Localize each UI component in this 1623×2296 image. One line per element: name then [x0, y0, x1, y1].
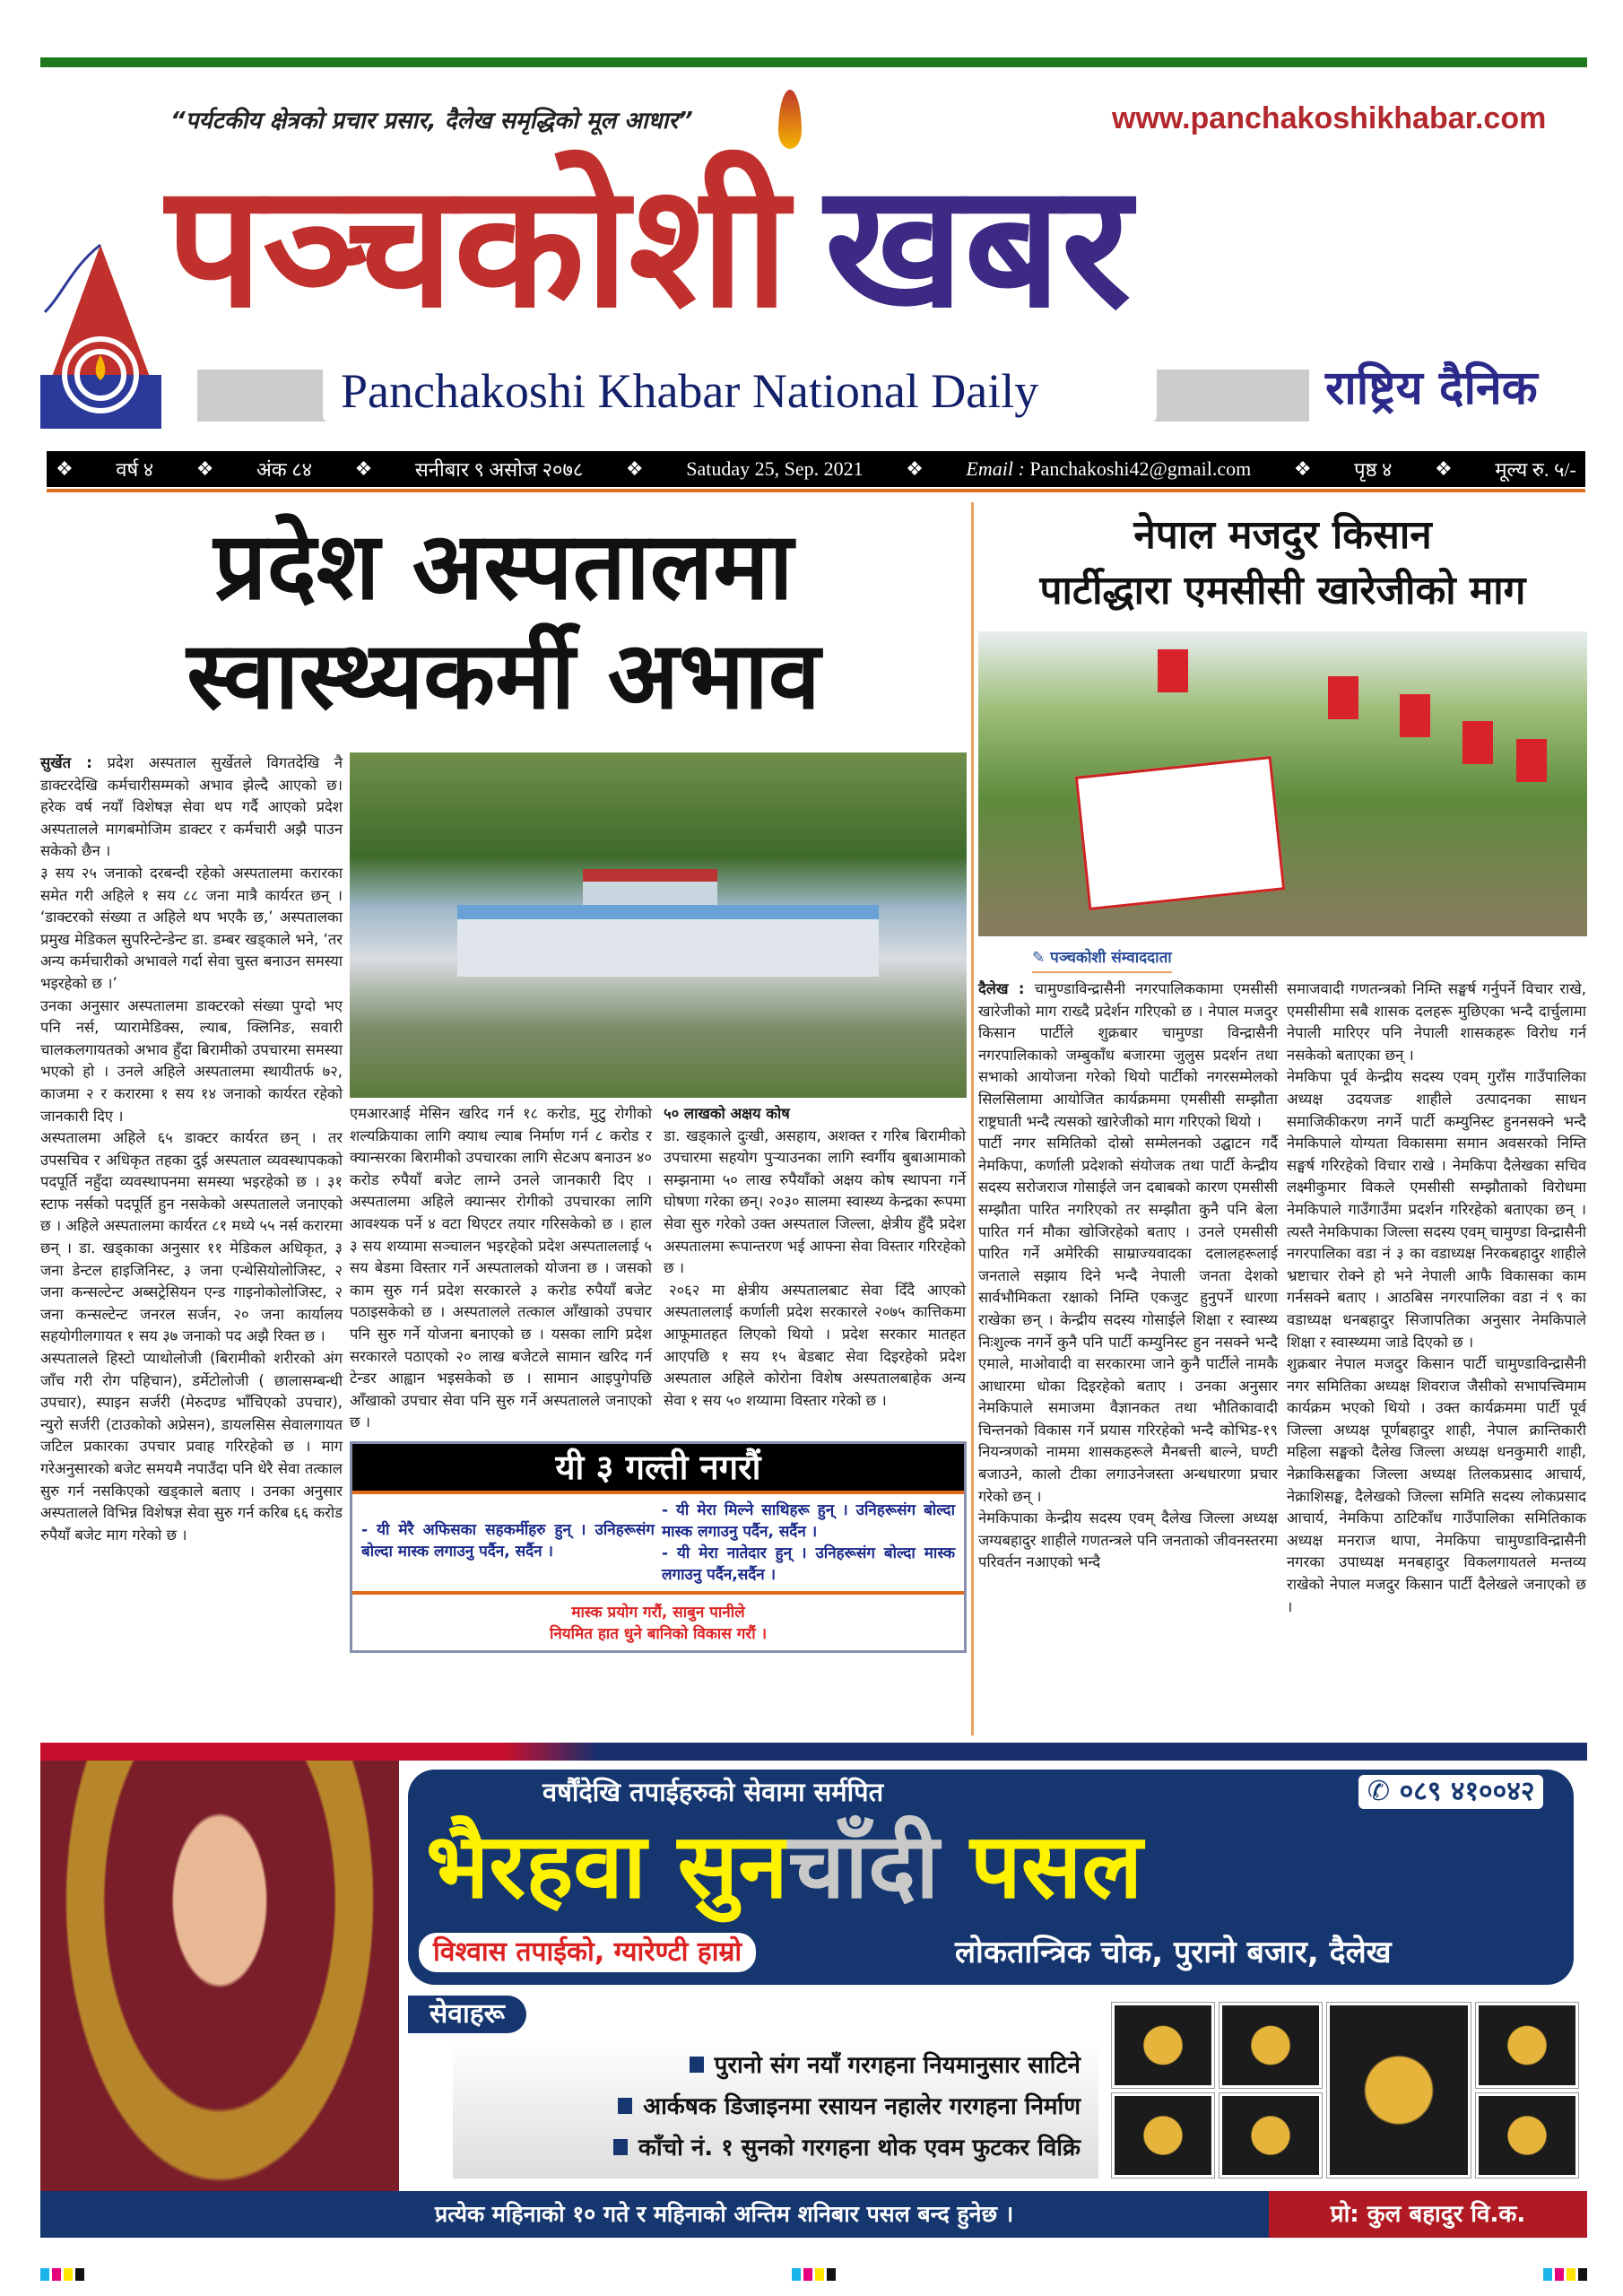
notice-item: - यी मेरा मिल्ने साथिहरू हुन् । उनिहरूसंग बोल्दा मास्क लगाउनु पर्दैन, सर्दैन ।: [662, 1500, 955, 1541]
paragraph: नेमकिपा पूर्व केन्द्रीय सदस्य एवम् गुराँस गाउँपालिका अध्यक्ष उदयजङ शाहीले उत्पादनका साधन समाजिकीकरण नगर्ने पार्टी कम्युनिस्ट हुननसक्ने भन्दै नेमकिपाले योग्यता विकासमा समान अवसरको निम्ति सङ्घर्ष गरिरहेको विचार राखे । नेमकिपा दैलेखका सचिव लक्ष्मीकुमार विकले एमसीसी सम्झौताको विरोधमा नेमकिपाले गाउँगाउँमा प्रदर्शन गरिरहेको बताएका छन् । त्यस्तै नेमकिपाका जिल्ला सदस्य एवम् चामुण्डा विन्द्रासैनी नगरपालिका वडा नं ३ का वडाध्यक्ष निरकबहादुर शाहीले भ्रष्टाचार रोक्ने हो भने नेपाली आफै विकासका काम गर्नसक्ने बताए । आठबिस नगरपालिका वडा नं ९ का वडाध्यक्ष धनबहादुर सिजापतिका अनुसार नेमकिपाले शिक्षा र स्वास्थ्यमा जाडे दिएको छ ।: [1287, 1068, 1586, 1351]
paragraph: अस्पतालमा अहिले ६५ डाक्टर कार्यरत छन् । तर उपसचिव र अधिकृत तहका दुई अस्पताल व्यवस्थापकको पदपूर्ति नहुँदा व्यवस्थापनमा समस्या भइरहेको छ । ३१ स्टाफ नर्सको पदपूर्ति हुन नसकेको अस्पतालले जनाएको छ । अहिले अस्पतालमा कार्यरत ८१ मध्ये ५५ नर्स करारमा छन् । डा. खड्काका अनुसार ११ मेडिकल अधिकृत, ३ जना डेन्टल हाइजिनिस्ट, ३ जना एन्थेसियोलोजिस्ट, २ जना कन्सल्टेन्ट अब्सट्रेसियन एन्ड गाइनोकोलोजिस्ट, २ जना कन्सल्टेन्ट जनरल सर्जन, २० जना कार्यालय सहयोगीलगायत १ सय ३७ जनाको पद अझै रिक्त छ ।: [40, 1129, 343, 1345]
notice-footer-line: नियमित हात धुने बानिको विकास गरौं ।: [549, 1624, 768, 1643]
lead-story: [40, 502, 967, 1735]
shop-name-part: चाँदी: [787, 1813, 940, 1918]
dateline: सुर्खेत :: [40, 754, 92, 771]
service-text: काँचो नं. १ सुनको गरगहना थोक एवम फुटकर विक्रि: [638, 2135, 1081, 2161]
jewellery-image: [1219, 2003, 1322, 2088]
rally-photo: [978, 631, 1587, 936]
ad-phone-number: ०८९ ४१००४२: [1399, 1776, 1535, 1807]
ad-proprietor: प्रो: कुल बहादुर वि.क.: [1269, 2191, 1587, 2238]
separator-icon: ❖: [354, 457, 373, 480]
service-text: आर्कषक डिजाइनमा रसायन नहालेर गरगहना निर्माण: [643, 2093, 1081, 2120]
ad-phone: [1358, 1775, 1543, 1809]
paragraph: अस्पतालले हिस्टो प्याथोलोजी (बिरामीको शरीरको अंग जाँच गरी रोग पहिचान), डर्मेटोलोजी ( छालासम्बन्धी उपचार), स्पाइन सर्जरी (मेरुदण्ड भाँचिएको उपचार), न्युरो सर्जरी (टाउकोको अप्रेसन), डायलसिस सेवालगायत जटिल प्रकारका उपचार प्रवाह गरिरहेको छ । माग गरेअनुसारको बजेट समयमै नपाउँदा पनि धेरै सेवा तत्काल सुरु गर्न नसकिएको खड्काले बताए । उनका अनुसार अस्पतालले विभिन्न विशेषज्ञ सेवा सुरु गर्न करिब ६६ करोड रुपैयाँ बजेट माग गरेको छ ।: [40, 1350, 343, 1544]
lead-middle-columns: [350, 1103, 967, 1434]
lead-middle: [350, 752, 967, 1653]
lead-column-3: [664, 1103, 966, 1412]
email[interactable]: [966, 457, 1251, 481]
second-story: [978, 502, 1587, 1735]
lead-headline-line-2: स्वास्थ्यकर्मी अभाव: [187, 621, 820, 730]
paragraph: उनका अनुसार अस्पतालमा डाक्टरको संख्या पुग्दो भए पनि नर्स, प्यारामेडिक्स, ल्याब, क्लिनिङ, सवारी चालकलगायतको अभाव हुँदा बिरामीको उपचारमा समस्या भएको हो । उनले अहिले अस्पतालमा स्थायीतर्फ ७२, काजमा २ र करारमा १ सय १४ जनाको कार्यरत रहेको जानकारी दिए ।: [40, 996, 343, 1125]
website-url[interactable]: www.panchakoshikhabar.com: [1112, 101, 1547, 135]
paragraph: पार्टी नगर समितिको दोस्रो सम्मेलनको उद्घाटन गर्दै नेमकिपा, कर्णाली प्रदेशको संयोजक तथा पार्टी केन्द्रीय सदस्य सरोजराज गोसाईले जन दबाबको कारण एमसीसी सम्झौता पारित नगरिएको तर सम्झौता कुनै पनि बेला पारित गर्न मौका खोजिरहेको बताए । उनले एमसीसी पारित गर्ने अमेरिकी साम्राज्यवादका दलालहरूलाई जनताले सझाय दिने भन्दै नेपाली जनता देशको सार्वभौमिकता रक्षाको निम्ति एकजुट हुनुपर्ने धारणा राखेका छन् । केन्द्रीय सदस्य गोसाईले शिक्षा र स्वास्थ्य निःशुल्क नगर्ने कुनै पनि पार्टी कम्युनिस्ट हुन नसक्ने भन्दै एमाले, माओवादी वा सरकारमा जाने कुनै पार्टीले नामकै आधारमा धोका दिइरहेको बताए । उनका अनुसार नेमकिपाले समाजमा वैज्ञानकत तथा भौतिकावादी चिन्तनको विकास गर्ने प्रयास गरिरहेको भन्दै कोभिड-१९ नियन्त्रणको नाममा शासकहरूले मैनबत्ती बाल्ने, घण्टी बजाउने, कालो टीका लगाउनेजस्ता अन्धधारणा प्रचार गरेको छन् ।: [978, 1135, 1278, 1505]
lead-headline: [40, 502, 967, 752]
separator-icon: ❖: [56, 457, 74, 480]
jewellery-image: [1476, 2003, 1578, 2088]
price: मूल्य रु. ५/-: [1495, 458, 1576, 481]
temple-logo-icon: [36, 240, 166, 430]
notice-left: - यी मेरै अफिसका सहकर्मीहरु हुन् । उनिहरूसंग बोल्दा मास्क लगाउनु पर्दैन, सर्दैन ।: [361, 1520, 655, 1561]
flag: [1158, 649, 1188, 692]
email-address: Panchakoshi42@gmail.com: [1029, 457, 1252, 480]
pen-icon: ✎: [1032, 949, 1051, 967]
second-column-1: [978, 978, 1278, 1574]
top-rule: [40, 57, 1587, 67]
service-item: [471, 2130, 1081, 2166]
date-english: Satuday 25, Sep. 2021: [686, 457, 864, 480]
separator-icon: ❖: [906, 457, 924, 480]
national-daily-label: राष्ट्रिय दैनिक: [1325, 361, 1538, 415]
shop-name-part: भैरहवा सुन: [426, 1813, 788, 1918]
model-photo: [40, 1761, 399, 2227]
paragraph: डा. खड्काले दुःखी, असहाय, अशक्त र गरिब बिरामीको उपचारमा सहयोग पुर्‍याउनका लागि स्वर्गीय बुबाआमाको सम्झनामा ५० लाख रुपैयाँको अक्षय कोष स्थापना गर्ने घोषणा गरेका छन्। २०३० सालमा स्वास्थ्य केन्द्रका रूपमा सेवा सुरु गरेको उक्त अस्पताल जिल्ला, क्षेत्रीय हुँदै प्रदेश अस्पतालमा रूपान्तरण भई आफ्ना सेवा विस्तार गरिरहेको छ ।: [664, 1126, 966, 1277]
masthead-tagline: “पर्यटकीय क्षेत्रको प्रचार प्रसार, दैलेख समृद्धिको मूल आधार”: [170, 108, 693, 135]
masthead-title: [166, 147, 1601, 345]
flag: [1516, 739, 1547, 782]
paragraph: एमआरआई मेसिन खरिद गर्न १८ करोड, मुटु रोगीको शल्यक्रियाका लागि क्याथ ल्याब निर्माण गर्न ८ करोड र क्यान्सरका बिरामीको उपचारका लागि सेटअप बनाउन ४० करोड रुपैयाँ बजेट लाग्ने उनले जानकारी दिए । अस्पतालमा अहिले क्यान्सर रोगीको उपचारका लागि आवश्यक पर्ने ४ वटा थिएटर तयार गरिसकेको छ । हाल ३ सय शय्यामा सञ्चालन भइरहेको प्रदेश अस्पताललाई ५ सय बेडमा विस्तार गर्ने अस्पतालको योजना छ । जसको काम सुरु गर्न प्रदेश सरकारले ३ करोड रुपैयाँ बजेट पठाइसकेको छ । अस्पतालले तत्काल आँखाको उपचार पनि सुरु गर्ने योजना बनाएको छ । यसका लागि प्रदेश सरकारले पठाएको २० लाख बजेटले सामान खरिद गर्न टेन्डर आह्वान भइसकेको छ । सामान आइपुगेपछि आँखाको उपचार सेवा पनि सुरु गर्ने अस्पतालले जनाएको छ ।: [350, 1105, 652, 1431]
paragraph: २०६२ मा क्षेत्रीय अस्पतालबाट सेवा दिँदै आएको अस्पताललाई कर्णाली प्रदेश सरकारले २०७५ कात्तिकमा आफूमातहत लिएको थियो । प्रदेश सरकार मातहत आएपछि १ सय १५ बेडबाट सेवा दिइरहेको प्रदेश अस्पताल अहिले कोरोना विशेष अस्पतालबाहेक अन्य सेवा १ सय ५० शय्यामा विस्तार गरेको छ ।: [664, 1281, 966, 1409]
email-label: Email :: [966, 457, 1025, 480]
phone-icon: ✆: [1367, 1776, 1400, 1807]
jewellery-gallery: [1112, 2003, 1578, 2178]
service-item: [471, 2048, 1081, 2083]
service-text: पुरानो संग नयाँ गरगहना नियमानुसार साटिने: [714, 2052, 1081, 2079]
ad-top-strip: [40, 1743, 1587, 1761]
date-nepali: सनीबार ९ असोज २०७८: [414, 458, 584, 481]
jewellery-image: [1327, 2003, 1471, 2178]
separator-icon: ❖: [625, 457, 644, 480]
issue-info-bar: [47, 451, 1585, 487]
notice-body: [352, 1494, 964, 1595]
jewellery-image: [1219, 2093, 1322, 2179]
lead-column-1: [40, 752, 343, 1546]
news-section: [40, 502, 1587, 1735]
paragraph: [978, 978, 1278, 1133]
notice-right: [658, 1500, 959, 1586]
covid-notice-box: [350, 1441, 967, 1653]
subheading: ५० लाखको अक्षय कोष: [664, 1105, 790, 1122]
lead-column-2: [350, 1103, 652, 1434]
column-divider: [971, 502, 974, 1735]
separator-icon: ❖: [195, 457, 214, 480]
notice-item: - यी मेरा नातेदार हुन् । उनिहरूसंग बोल्दा मास्क लगाउनु पर्दैन,सर्दैन ।: [662, 1544, 955, 1584]
photo-building: [457, 905, 879, 977]
jewellery-image: [1112, 2003, 1214, 2088]
issue-year: वर्ष ४: [116, 458, 154, 481]
flag: [1328, 676, 1358, 719]
color-registration-marks: [792, 2268, 836, 2281]
lead-headline-line-1: प्रदेश अस्पतालमा: [213, 511, 794, 621]
separator-icon: ❖: [1435, 457, 1453, 480]
ad-services-label: सेवाहरू: [408, 1996, 526, 2033]
byline-text: पञ्चकोशी संम्वाददाता: [1050, 949, 1172, 967]
ad-since-text: वर्षौंदेखि तपाईहरुको सेवामा सर्मपित: [542, 1777, 884, 1807]
jewellery-advertisement[interactable]: [40, 1743, 1587, 2263]
second-headline: [978, 502, 1587, 631]
jewellery-image: [1112, 2093, 1214, 2179]
rally-banner: [1075, 756, 1285, 910]
bullet-icon: [618, 2098, 632, 2114]
paragraph: [40, 752, 343, 863]
masthead-title-khabar: खबर: [824, 147, 1132, 345]
paragraph: ३ सय २५ जनाको दरबन्दी रहेको अस्पतालमा करारका समेत गरी अहिले १ सय ८८ जना मात्रै कार्यरत छन् । ‘डाक्टरको संख्या त अहिले थप भएकै छ,’ अस्पतालका प्रमुख मेडिकल सुपरिन्टेन्डेन्ट डा. डम्बर खड्काले भने, ‘तर अन्य कर्मचारीको अभावले गर्दा सेवा चुस्त बनाउन समस्या भइरहेको छ ।’: [40, 864, 343, 992]
registration-marks-row: [40, 2268, 1587, 2281]
notice-title: यी ३ गल्ती नगरौं: [352, 1444, 964, 1494]
masthead-subtitle: Panchakoshi Khabar National Daily: [341, 364, 1039, 418]
masthead-underline: [47, 489, 1585, 492]
paragraph-text: चामुण्डाविन्द्रासैनी नगरपालिककामा एमसीसी खारेजीको माग राख्दै प्रदेर्शन गरिएको छ । नेपाल मजदुर किसान पार्टीले शुक्रबार चामुण्डा विन्द्रासैनी नगरपालिकाको जम्बुकाँध बजारमा जुलुस प्रदर्शन तथा सभाको आयोजना गरेको थियो पार्टीको नगरसम्मेलको सिलसिलामा आयोजित कार्यक्रममा एमसीसी सम्झौता राष्ट्रघाती भन्दै त्यसको खारेजीको माग गरिएको थियो ।: [978, 980, 1278, 1130]
color-registration-marks: [1543, 2268, 1587, 2281]
lead-body: [40, 752, 967, 1653]
flag: [1400, 694, 1430, 737]
ad-address: लोकतान्त्रिक चोक, पुरानो बजार, दैलेख: [955, 1935, 1392, 1970]
flame-icon: [778, 90, 802, 149]
masthead-title-panchakoshi: पञ्चकोशी: [166, 147, 789, 345]
jewellery-image: [1476, 2093, 1578, 2179]
shop-name: [426, 1813, 1143, 1918]
paragraph: समाजवादी गणतन्त्रको निम्ति सङ्घर्ष गर्नुपर्ने विचार राखे, एमसीसीमा सबै शासक दलहरू मुछिएका भन्दै दार्चुलामा नेपाली मारिएर पनि नेपाली शासकहरू विरोध गर्न नसकेको बताएका छन् ।: [1287, 980, 1586, 1064]
page-number: पृष्ठ ४: [1354, 458, 1393, 481]
bullet-icon: [690, 2057, 704, 2073]
second-headline-line-1: नेपाल मजदुर किसान: [1133, 512, 1432, 558]
byline: [1032, 947, 1172, 973]
flag: [1462, 721, 1493, 764]
separator-icon: ❖: [1293, 457, 1312, 480]
notice-footer: [352, 1595, 964, 1650]
paragraph: नेमकिपाका केन्द्रीय सदस्य एवम् दैलेख जिल्ला अध्यक्ष जग्यबहादुर शाहीले गणतन्त्रले पनि जनताको जीवनस्तरमा परिवर्तन नआएको भन्दै: [978, 1509, 1278, 1571]
ad-services-list: [453, 2039, 1098, 2179]
page-body: [40, 502, 1587, 2281]
hospital-aerial-photo: [350, 752, 967, 1098]
paragraph-text: प्रदेश अस्पताल सुर्खेतले विगतदेखि नै डाक्टरदेखि कर्मचारीसम्मको अभाव झेल्दै आएको छ। हरेक वर्ष नयाँ विशेषज्ञ सेवा थप गर्दै आएको प्रदेश अस्पतालले मागबमोजिम डाक्टर र कर्मचारी अझै पाउन सकेको छैन ।: [40, 754, 343, 860]
shop-name-part: पसल: [969, 1813, 1143, 1918]
dateline: दैलेख :: [978, 980, 1025, 997]
color-registration-marks: [40, 2268, 84, 2281]
notice-footer-line: मास्क प्रयोग गरौं, साबुन पानीले: [571, 1603, 745, 1622]
paragraph: शुक्रबार नेपाल मजदुर किसान पार्टी चामुण्डाविन्द्रासैनी नगर समितिका अध्यक्ष शिवराज जैसीको सभापत्त्विमाम कार्यक्रम भएको थियो । उक्त कार्यक्रममा पार्टी पूर्व जिल्ला अध्यक्ष पूर्णबहादुर शाही, नेपाल क्रान्तिकारी महिला सङ्घको दैलेख जिल्ला अध्यक्ष धनकुमारी शाही, नेक्राकिसङ्घका जिल्ला अध्यक्ष तिलकप्रसाद आचार्य, नेक्राशिसङ्घ, दैलेखको जिल्ला समिति सदस्य लोकप्रसाद आचार्य, नेमकिपा ठाटिकाँध गाउँपालिका समितिकाक अध्यक्ष मनराज थापा, नेमकिपा चामुण्डाविन्द्रासैनी नगरका उपाध्यक्ष मनबहादुर विकलगायतले मन्तव्य राखेको नेपाल मजदुर किसान पार्टी दैलेखले जनाएको छ ।: [1287, 1355, 1586, 1615]
ad-slogan: विश्वास तपाईको, ग्यारेण्टी हाम्रो: [415, 1929, 759, 1976]
bullet-icon: [613, 2139, 628, 2155]
service-item: [471, 2089, 1081, 2125]
issue-number: अंक ८४: [256, 458, 313, 481]
second-headline-line-2: पार्टीद्धारा एमसीसी खारेजीको माग: [1039, 568, 1526, 613]
ad-closing-notice: प्रत्येक महिनाको १० गते र महिनाको अन्तिम शनिबार पसल बन्द हुनेछ ।: [40, 2191, 1269, 2238]
second-column-2: [1287, 978, 1586, 1618]
second-body: [978, 978, 1587, 1618]
